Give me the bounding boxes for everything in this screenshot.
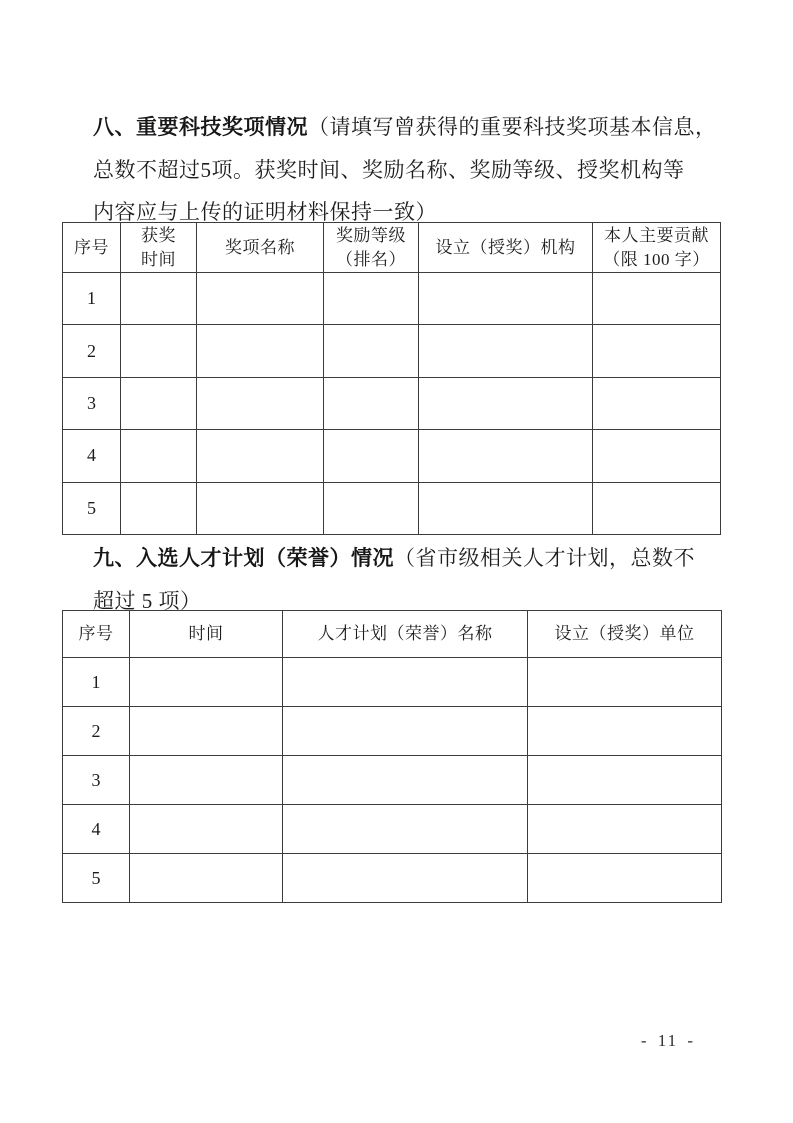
empty-cell	[283, 658, 528, 707]
empty-cell	[283, 707, 528, 756]
empty-cell	[130, 756, 283, 805]
talent-header-program-name: 人才计划（荣誉）名称	[283, 611, 528, 658]
talent-table-row	[63, 756, 722, 805]
empty-cell	[283, 805, 528, 854]
row-number-cell: 5	[63, 482, 121, 534]
empty-cell	[593, 273, 721, 325]
empty-cell	[528, 854, 722, 903]
row-number-cell: 2	[63, 707, 130, 756]
section-8-heading	[93, 106, 717, 233]
awards-header-contribution: 本人主要贡献 （限 100 字）	[593, 223, 721, 273]
empty-cell	[197, 273, 324, 325]
awards-table-row	[63, 377, 721, 429]
empty-cell	[324, 273, 419, 325]
section-9-note-part-1: （省市级相关人才计划，总数不	[394, 546, 695, 570]
empty-cell	[593, 430, 721, 482]
empty-cell	[121, 430, 197, 482]
row-number-cell: 5	[63, 854, 130, 903]
empty-cell	[130, 707, 283, 756]
awards-header-serial: 序号	[63, 223, 121, 273]
awards-table-row	[63, 273, 721, 325]
talent-table	[62, 610, 722, 903]
section-8-note-line-3: 内容应与上传的证明材料保持一致）	[93, 200, 437, 224]
empty-cell	[197, 482, 324, 534]
awards-header-institution: 设立（授奖）机构	[419, 223, 593, 273]
empty-cell	[324, 377, 419, 429]
awards-table-row	[63, 430, 721, 482]
talent-table-row	[63, 658, 722, 707]
awards-table-row	[63, 482, 721, 534]
empty-cell	[121, 377, 197, 429]
talent-table-row	[63, 805, 722, 854]
section-9-heading-line-1	[93, 537, 695, 580]
empty-cell	[528, 805, 722, 854]
page-number: - 11 -	[640, 1031, 696, 1050]
awards-header-award-level: 奖励等级 （排名）	[324, 223, 419, 273]
row-number-cell: 2	[63, 325, 121, 377]
row-number-cell: 1	[63, 658, 130, 707]
talent-header-unit: 设立（授奖）单位	[528, 611, 722, 658]
awards-table-header-row	[63, 223, 721, 273]
talent-header-time: 时间	[130, 611, 283, 658]
empty-cell	[197, 430, 324, 482]
empty-cell	[593, 482, 721, 534]
empty-cell	[283, 854, 528, 903]
talent-header-serial: 序号	[63, 611, 130, 658]
empty-cell	[130, 854, 283, 903]
empty-cell	[130, 805, 283, 854]
section-8-heading-line-1	[93, 106, 717, 149]
row-number-cell: 4	[63, 805, 130, 854]
empty-cell	[593, 377, 721, 429]
awards-table	[62, 222, 721, 535]
row-number-cell: 1	[63, 273, 121, 325]
empty-cell	[528, 658, 722, 707]
section-8-title: 八、重要科技奖项情况	[93, 116, 308, 139]
awards-table-row	[63, 325, 721, 377]
section-9-title: 九、入选人才计划（荣誉）情况	[93, 547, 394, 570]
empty-cell	[528, 756, 722, 805]
talent-table-row	[63, 707, 722, 756]
empty-cell	[121, 482, 197, 534]
talent-table-header-row	[63, 611, 722, 658]
row-number-cell: 3	[63, 756, 130, 805]
empty-cell	[197, 325, 324, 377]
empty-cell	[528, 707, 722, 756]
talent-table-row	[63, 854, 722, 903]
empty-cell	[419, 273, 593, 325]
empty-cell	[419, 325, 593, 377]
empty-cell	[324, 482, 419, 534]
empty-cell	[324, 430, 419, 482]
awards-header-award-time: 获奖 时间	[121, 223, 197, 273]
section-8-note-part-1: （请填写曾获得的重要科技奖项基本信息，	[308, 115, 717, 139]
empty-cell	[197, 377, 324, 429]
empty-cell	[283, 756, 528, 805]
row-number-cell: 4	[63, 430, 121, 482]
row-number-cell: 3	[63, 377, 121, 429]
empty-cell	[419, 377, 593, 429]
empty-cell	[593, 325, 721, 377]
empty-cell	[324, 325, 419, 377]
awards-header-award-name: 奖项名称	[197, 223, 324, 273]
empty-cell	[419, 430, 593, 482]
section-9-note-line-2: 超过 5 项）	[93, 589, 202, 613]
empty-cell	[121, 325, 197, 377]
empty-cell	[121, 273, 197, 325]
section-8-note-line-2: 总数不超过5项。获奖时间、奖励名称、奖励等级、授奖机构等	[93, 158, 685, 182]
empty-cell	[130, 658, 283, 707]
empty-cell	[419, 482, 593, 534]
